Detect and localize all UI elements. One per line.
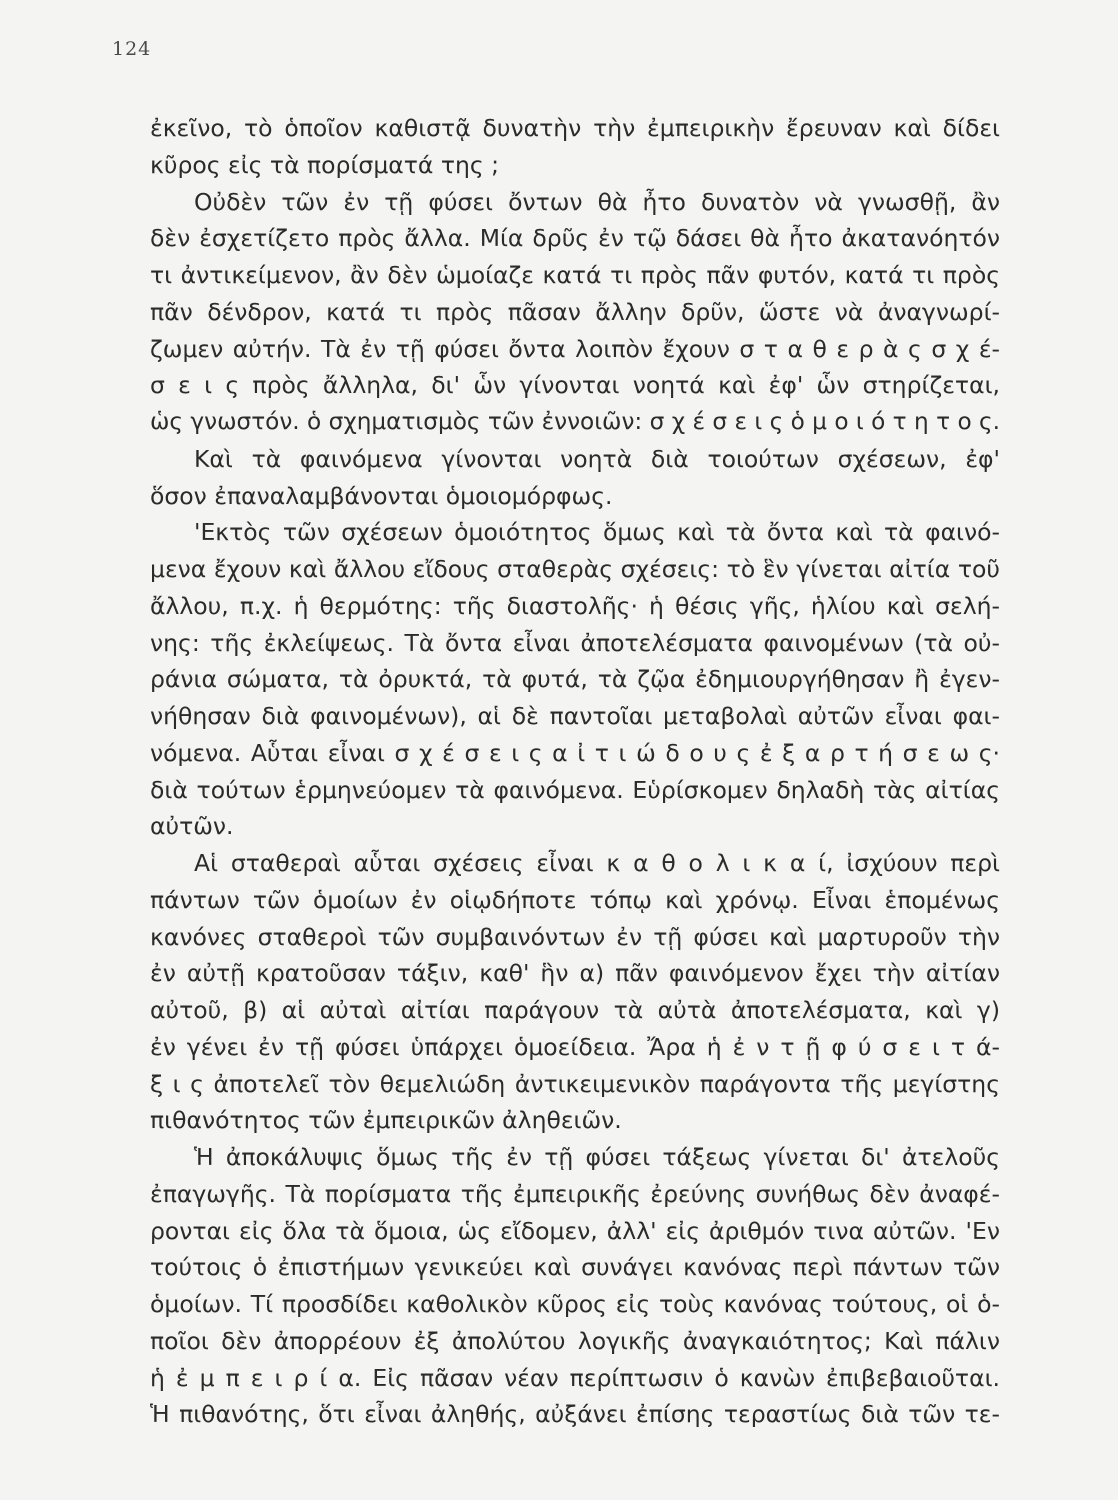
text-line: ρονται εἰς ὅλα τὰ ὅμοια, ὡς εἴδομεν, ἀλλ' εἰς ἀριθμόν τινα αὐτῶν. 'Εν <box>150 1216 1000 1245</box>
text-line: πάντων τῶν ὁμοίων ἐν οἱῳδήποτε τόπῳ καὶ χρόνῳ. Εἶναι ἑπομένως <box>150 885 1000 914</box>
text-line: ράνια σώματα, τὰ ὀρυκτά, τὰ φυτά, τὰ ζῷα ἐδημιουργήθησαν ἢ ἐγεν- <box>150 665 1000 694</box>
text-line: κανόνες σταθεροὶ τῶν συμβαινόντων ἐν τῇ φύσει καὶ μαρτυροῦν τὴν <box>150 922 1000 951</box>
paragraph-start: Οὐδὲν τῶν ἐν τῇ φύσει ὄντων θὰ ἦτο δυνατὸν νὰ γνωσθῇ, ἂν <box>194 187 1000 216</box>
text-line: αὐτῶν. <box>150 812 234 841</box>
text-line: νόμενα. Αὗται εἶναι σ χ έ σ ε ι ς α ἰ τ ι ώ δ ο υ ς ἐ ξ α ρ τ ή σ ε ω ς· <box>150 738 1000 767</box>
text-line: ποῖοι δὲν ἀπορρέουν ἐξ ἀπολύτου λογικῆς ἀναγκαιότητος; Καὶ πάλιν <box>150 1326 1000 1355</box>
text-line: ἐν αὐτῇ κρατοῦσαν τάξιν, καθ' ἣν α) πᾶν φαινόμενον ἔχει τὴν αἰτίαν <box>150 959 1000 988</box>
paragraph-start: Ἡ ἀποκάλυψις ὅμως τῆς ἐν τῇ φύσει τάξεως γίνεται δι' ἀτελοῦς <box>194 1143 1000 1171</box>
page-number: 124 <box>112 38 152 60</box>
text-line: ζωμεν αὐτήν. Τὰ ἐν τῇ φύσει ὄντα λοιπὸν ἔχουν σ τ α θ ε ρ ὰ ς σ χ έ- <box>150 334 1000 363</box>
text-line: ὅσον ἐπαναλαμβάνονται ὁμοιομόρφως. <box>150 481 613 510</box>
text-line: σ ε ι ς πρὸς ἄλληλα, δι' ὧν γίνονται νοητά καὶ ἐφ' ὧν στηρίζεται, <box>150 371 1000 400</box>
text-line: ἐν γένει ἐν τῇ φύσει ὑπάρχει ὁμοείδεια. Ἄρα ἡ ἐ ν τ ῇ φ ύ σ ε ι τ ά- <box>150 1032 1000 1061</box>
text-line: Ἡ πιθανότης, ὅτι εἶναι ἀληθής, αὐξάνει ἐπίσης τεραστίως διὰ τῶν τε- <box>150 1400 1000 1429</box>
text-line: διὰ τούτων ἑρμηνεύομεν τὰ φαινόμενα. Εὑρίσκομεν δηλαδὴ τὰς αἰτίας <box>150 775 1000 804</box>
paragraph-start: 'Εκτὸς τῶν σχέσεων ὁμοιότητος ὅμως καὶ τὰ ὄντα καὶ τὰ φαινό- <box>194 518 1000 547</box>
text-line: ὁμοίων. Τί προσδίδει καθολικὸν κῦρος εἰς τοὺς κανόνας τούτους, οἱ ὁ- <box>150 1290 1000 1318</box>
text-line: μενα ἔχουν καὶ ἄλλου εἴδους σταθερὰς σχέσεις: τὸ ἓν γίνεται αἰτία τοῦ <box>150 555 1000 583</box>
paragraph-start: Καὶ τὰ φαινόμενα γίνονται νοητὰ διὰ τοιούτων σχέσεων, ἐφ' <box>194 444 1000 473</box>
text-line: ὡς γνωστόν. ὁ σχηματισμὸς τῶν ἐννοιῶν: σ χ έ σ ε ι ς ὁ μ ο ι ό τ η τ ο ς. <box>150 408 1000 435</box>
text-line: τι ἀντικείμενον, ἂν δὲν ὡμοίαζε κατά τι πρὸς πᾶν φυτόν, κατά τι πρὸς <box>150 261 1000 289</box>
text-line: δὲν ἐσχετίζετο πρὸς ἄλλα. Μία δρῦς ἐν τῷ δάσει θὰ ἦτο ἀκατανόητόν <box>150 224 1000 253</box>
body-text <box>150 110 1000 1433</box>
text-line: ἄλλου, π.χ. ἡ θερμότης: τῆς διαστολῆς· ἡ θέσις γῆς, ἡλίου καὶ σελή- <box>150 591 1000 620</box>
text-line: ἡ ἐ μ π ε ι ρ ί α. Εἰς πᾶσαν νέαν περίπτωσιν ὁ κανὼν ἐπιβεβαιοῦται. <box>150 1363 1000 1392</box>
paragraph-start: Αἱ σταθεραὶ αὗται σχέσεις εἶναι κ α θ ο λ ι κ α ί, ἰσχύουν περὶ <box>194 849 1000 877</box>
text-line: νης: τῆς ἐκλείψεως. Τὰ ὄντα εἶναι ἀποτελέσματα φαινομένων (τὰ οὐ- <box>150 628 1000 657</box>
text-line: πιθανότητος τῶν ἐμπειρικῶν ἀληθειῶν. <box>150 1106 622 1135</box>
text-line: τούτοις ὁ ἐπιστήμων γενικεύει καὶ συνάγει κανόνας περὶ πάντων τῶν <box>150 1253 1000 1282</box>
text-line: ἐπαγωγῆς. Τὰ πορίσματα τῆς ἐμπειρικῆς ἐρεύνης συνήθως δὲν ἀναφέ- <box>150 1179 1000 1208</box>
text-line: αὐτοῦ, β) αἱ αὐταὶ αἰτίαι παράγουν τὰ αὐτὰ ἀποτελέσματα, καὶ γ) <box>150 996 1000 1024</box>
text-line: ξ ι ς ἀποτελεῖ τὸν θεμελιώδη ἀντικειμενικὸν παράγοντα τῆς μεγίστης <box>150 1069 1000 1098</box>
text-line: κῦρος εἰς τὰ πορίσματά της ; <box>150 150 500 179</box>
text-line: ἐκεῖνο, τὸ ὁποῖον καθιστᾷ δυνατὴν τὴν ἐμπειρικὴν ἔρευναν καὶ δίδει <box>150 114 1000 142</box>
text-line: νήθησαν διὰ φαινομένων), αἱ δὲ παντοῖαι μεταβολαὶ αὐτῶν εἶναι φαι- <box>150 702 1000 730</box>
text-line: πᾶν δένδρον, κατά τι πρὸς πᾶσαν ἄλλην δρῦν, ὥστε νὰ ἀναγνωρί- <box>150 297 1000 326</box>
